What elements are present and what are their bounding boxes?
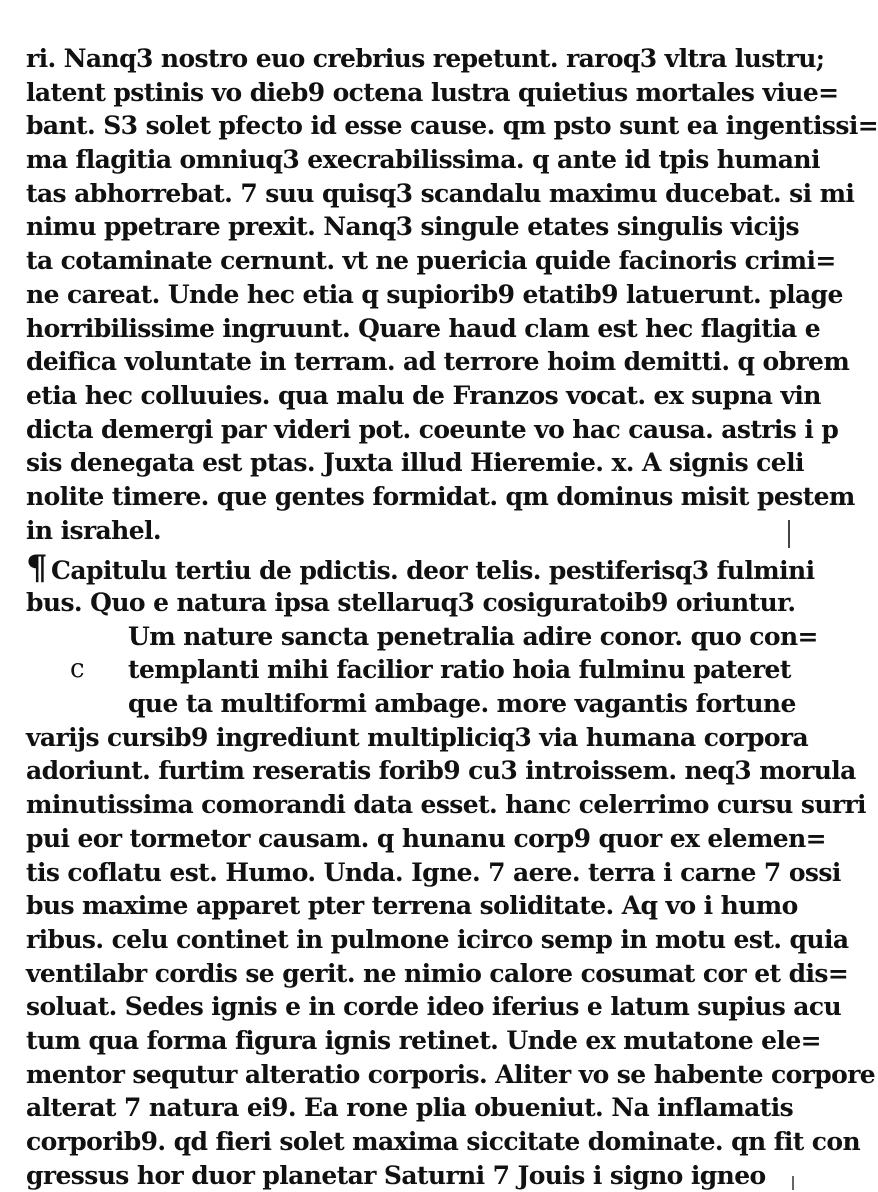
chapter-heading-line2: bus. Quo e natura ipsa stellaruq3 cosiguratoib9 oriuntur. — [26, 588, 796, 617]
text-line: gressus hor duor planetar Saturni 7 Jouis i signo igneo — [26, 1160, 766, 1190]
page-edge-mark — [792, 1176, 794, 1190]
text-line: templanti mihi facilior ratio hoia fulminu pateret — [128, 655, 791, 685]
text-line: ri. Nanq3 nostro euo crebrius repetunt. raroq3 vltra lustru; — [26, 44, 825, 73]
text-line: nolite timere. que gentes formidat. qm dominus misit pestem — [26, 481, 855, 511]
text-line: latent pstinis vo dieb9 octena lustra quietius mortales viue= — [26, 77, 839, 107]
text-line: nimu ppetrare prexit. Nanq3 singule etates singulis vicijs — [26, 212, 799, 242]
text-line: tis coflatu est. Humo. Unda. Igne. 7 aere. terra i carne 7 ossi — [26, 857, 841, 887]
chapter-heading — [26, 548, 815, 589]
text-line: tum qua forma figura ignis retinet. Unde ex mutatone ele= — [26, 1025, 821, 1055]
chapter-heading-line1: Capitulu tertiu de pdictis. deor telis. pestiferisq3 fulmini — [51, 556, 815, 586]
text-line: ne careat. Unde hec etia q supiorib9 etatib9 latuerunt. plage — [26, 279, 843, 309]
text-line: mentor sequtur alteratio corporis. Aliter vo se habente corpore — [26, 1059, 876, 1089]
text-line: adoriunt. furtim reseratis forib9 cu3 introissem. neq3 morula — [26, 756, 856, 786]
text-line: in israhel. — [26, 515, 162, 545]
text-line: soluat. Sedes ignis e in corde ideo iferius e latum supius acu — [26, 992, 842, 1022]
initial-row — [26, 653, 791, 687]
text-line: alterat 7 natura ei9. Ea rone plia obueniut. Na inflamatis — [26, 1093, 794, 1123]
text-line: Um nature sancta penetralia adire conor. quo con= — [128, 621, 818, 651]
text-line: minutissima comorandi data esset. hanc celerrimo cursu surri — [26, 790, 866, 820]
text-line: tas abhorrebat. 7 suu quisq3 scandalu maximu ducebat. si mi — [26, 178, 855, 208]
text-line: ta cotaminate cernunt. vt ne puericia quide facinoris crimi= — [26, 246, 836, 276]
text-line: ventilabr cordis se gerit. ne nimio calore cosumat cor et dis= — [26, 958, 849, 988]
text-line: dicta demergi par videri pot. coeunte vo hac causa. astris i p — [26, 414, 839, 444]
text-line: deifica voluntate in terram. ad terrore hoim demitti. q obrem — [26, 347, 850, 377]
text-line: bus maxime apparet pter terrena soliditate. Aq vo i humo — [26, 891, 798, 921]
text-line: corporib9. qd fieri solet maxima siccitate dominate. qn fit con — [26, 1127, 861, 1156]
text-line: horribilissime ingruunt. Quare haud clam est hec flagitia e — [26, 313, 821, 343]
guide-letter: c — [70, 654, 84, 685]
text-line: que ta multiformi ambage. more vagantis fortune — [128, 689, 796, 719]
text-line: bant. S3 solet pfecto id esse cause. qm psto sunt ea ingentissi= — [26, 111, 878, 141]
text-line: etia hec colluuies. qua malu de Franzos vocat. ex supna vin — [26, 380, 821, 410]
text-line: ma flagitia omniuq3 execrabilissima. q ante id tpis humani — [26, 145, 820, 175]
pilcrow-icon: ¶ — [26, 548, 48, 589]
text-line: ribus. celu continet in pulmone icirco semp in motu est. quia — [26, 924, 849, 954]
text-line: sis denegata est ptas. Juxta illud Hieremie. x. A signis celi — [26, 448, 804, 478]
text-line: varijs cursib9 ingrediunt multipliciq3 via humana corpora — [26, 722, 809, 752]
text-block — [26, 42, 878, 1192]
page-edge-mark — [788, 520, 790, 548]
text-line: pui eor tormetor causam. q hunanu corp9 quor ex elemen= — [26, 823, 827, 853]
